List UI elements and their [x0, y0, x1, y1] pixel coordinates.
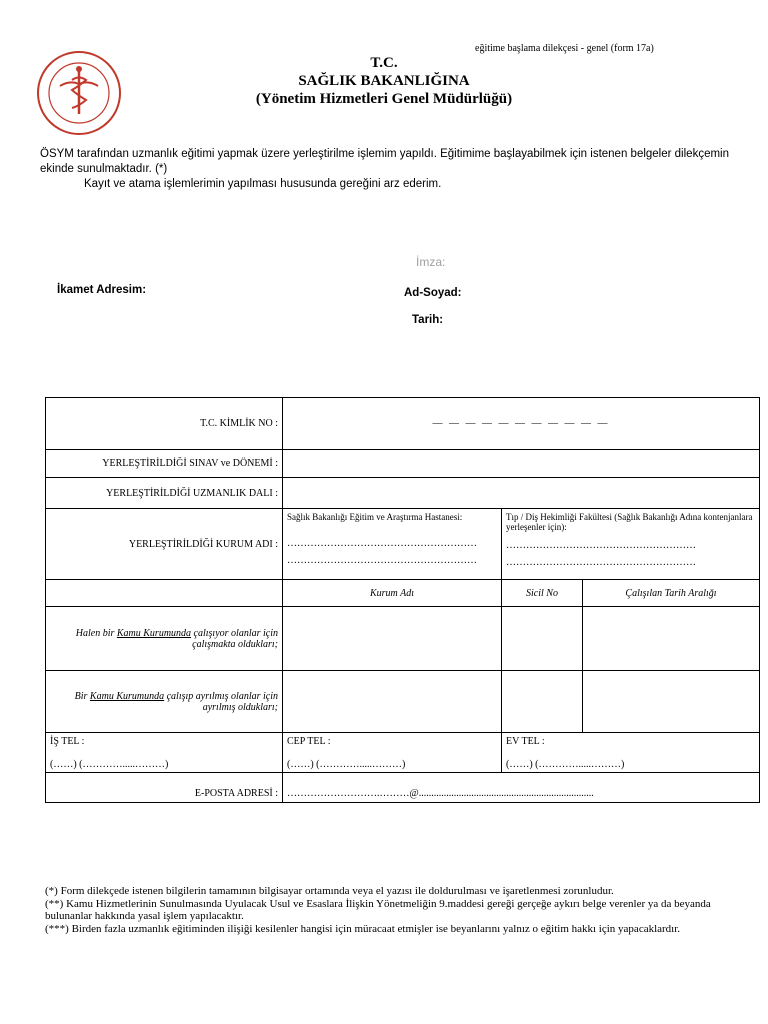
current-registry-input[interactable] — [502, 607, 583, 671]
home-phone-format: (……) (………….....………) — [506, 759, 625, 770]
current-date-range-input[interactable] — [583, 607, 760, 671]
current-institution-input[interactable] — [283, 607, 502, 671]
work-phone-cell[interactable] — [46, 733, 283, 773]
home-phone-label: EV TEL : — [506, 736, 545, 747]
address-label: İkamet Adresim: — [57, 284, 147, 296]
faculty-dots-1: ………………………………………………… — [506, 540, 696, 551]
work-phone-label: İŞ TEL : — [50, 736, 85, 747]
exam-period-input[interactable] — [283, 450, 760, 478]
work-phone-format: (……) (………….....………) — [50, 759, 169, 770]
page-title — [0, 54, 768, 108]
email-label: E-POSTA ADRESİ : — [46, 773, 283, 803]
tc-id-label: T.C. KİMLİK NO : — [46, 398, 283, 450]
former-employment-label: Bir Kamu Kurumunda çalışıp ayrılmış olanlar için ayrılmış oldukları; — [46, 671, 283, 733]
name-surname-label: Ad-Soyad: — [404, 287, 462, 299]
mobile-phone-label: CEP TEL : — [287, 736, 331, 747]
header-empty-cell — [46, 580, 283, 607]
form-code: eğitime başlama dilekçesi - genel (form 17a) — [475, 43, 654, 54]
mobile-phone-format: (……) (………….....………) — [287, 759, 406, 770]
faculty-cell[interactable] — [502, 509, 760, 580]
faculty-label: Tıp / Diş Hekimliği Fakültesi (Sağlık Bakanlığı Adına kontenjanlara yerleşenler için): — [506, 512, 753, 532]
faculty-dots-2: ………………………………………………… — [506, 557, 696, 568]
body-paragraph-2: Kayıt ve atama işlemlerimin yapılması hususunda gereğini arz ederim. — [84, 178, 442, 190]
current-employment-label: Halen bir Kamu Kurumunda çalışıyor olanlar için çalışmakta oldukları; — [46, 607, 283, 671]
body-paragraph-1: ÖSYM tarafından uzmanlık eğitimi yapmak üzere yerleştirilme işlemim yapıldı. Eğitimime başlayabilmek için istenen belgeler dilekçemin ekinde sunulmaktadır. (*) — [40, 148, 729, 175]
hospital-dots-2: ………………………………………………… — [287, 555, 477, 566]
specialty-input[interactable] — [283, 478, 760, 509]
footnotes — [45, 885, 725, 936]
petition-body — [40, 147, 740, 192]
email-input[interactable]: ……………………….………@...................................................................... — [283, 773, 760, 803]
hospital-label: Sağlık Bakanlığı Eğitim ve Araştırma Hastanesi: — [287, 512, 463, 522]
col-registry-no: Sicil No — [502, 580, 583, 607]
title-line-1: T.C. — [370, 55, 398, 71]
mobile-phone-cell[interactable] — [283, 733, 502, 773]
signature-label: İmza: — [416, 255, 446, 269]
tc-id-input[interactable]: — — — — — — — — — — — — [283, 398, 760, 450]
applicant-info-table — [45, 397, 760, 803]
institution-label: YERLEŞTİRİLDİĞİ KURUM ADI : — [46, 509, 283, 580]
date-label: Tarih: — [412, 314, 444, 326]
specialty-label: YERLEŞTİRİLDİĞİ UZMANLIK DALI : — [46, 478, 283, 509]
former-date-range-input[interactable] — [583, 671, 760, 733]
footnote-1: (*) Form dilekçede istenen bilgilerin tamamının bilgisayar ortamında veya el yazısı ile doldurulması ve işaretlenmesi zorunludur. — [45, 885, 614, 897]
hospital-dots-1: ………………………………………………… — [287, 538, 477, 549]
col-institution-name: Kurum Adı — [283, 580, 502, 607]
former-registry-input[interactable] — [502, 671, 583, 733]
home-phone-cell[interactable] — [502, 733, 760, 773]
footnote-3: (***) Birden fazla uzmanlık eğitiminden ilişiği kesilenler hangisi için müracaat etmişler ise beyanlarını yalnız o eğitim hakkı için yapacaklardır. — [45, 923, 681, 935]
title-line-3: (Yönetim Hizmetleri Genel Müdürlüğü) — [255, 91, 513, 107]
title-line-2: SAĞLIK BAKANLIĞINA — [298, 73, 470, 89]
former-institution-input[interactable] — [283, 671, 502, 733]
exam-period-label: YERLEŞTİRİLDİĞİ SINAV ve DÖNEMİ : — [46, 450, 283, 478]
col-date-range: Çalışılan Tarih Aralığı — [583, 580, 760, 607]
footnote-2: (**) Kamu Hizmetlerinin Sunulmasında Uyulacak Usul ve Esaslara İlişkin Yönetmeliğin 9.maddesi gereği gerçeğe aykırı belge verenler ya da beyanda bulunanlar hakkında yasal işlem yapılacaktır. — [45, 898, 711, 922]
hospital-cell[interactable] — [283, 509, 502, 580]
